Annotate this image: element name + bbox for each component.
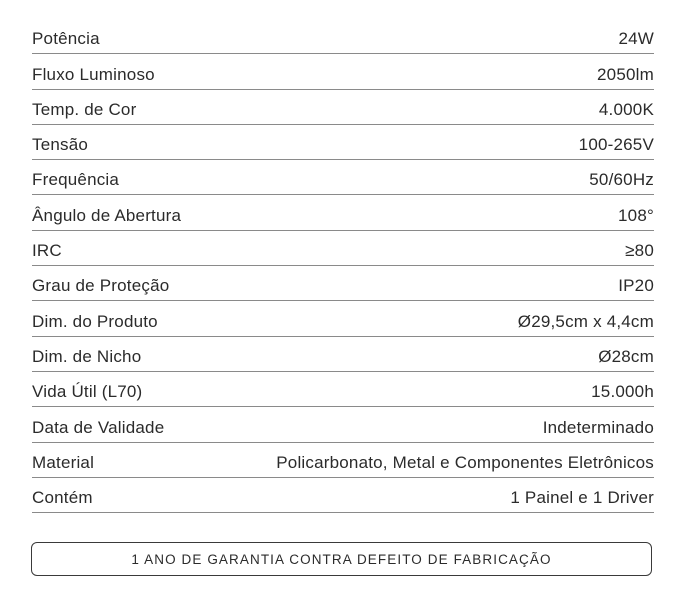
spec-label: Dim. de Nicho (32, 346, 142, 366)
spec-row-grau-de-protecao (32, 266, 654, 301)
spec-value: 24W (618, 29, 654, 49)
spec-value: Indeterminado (542, 417, 654, 437)
spec-label: Fluxo Luminoso (32, 64, 155, 84)
spec-label: Ângulo de Abertura (32, 205, 182, 225)
spec-row-potencia (32, 19, 654, 54)
spec-label: Dim. do Produto (32, 311, 158, 331)
spec-value: Policarbonato, Metal e Componentes Eletrônicos (276, 452, 654, 472)
spec-row-dim-do-produto (32, 301, 654, 336)
spec-row-data-de-validade (32, 407, 654, 442)
spec-label: IRC (32, 241, 62, 261)
spec-row-vida-util (32, 372, 654, 407)
spec-row-contem (32, 478, 654, 513)
spec-label: Temp. de Cor (32, 99, 137, 119)
warranty-badge (31, 542, 652, 576)
spec-value: 50/60Hz (589, 170, 654, 190)
spec-value: Ø29,5cm x 4,4cm (517, 311, 654, 331)
spec-value: 15.000h (591, 382, 654, 402)
spec-row-frequencia (32, 160, 654, 195)
spec-row-angulo-de-abertura (32, 195, 654, 230)
spec-value: 2050lm (597, 64, 654, 84)
spec-row-fluxo-luminoso (32, 54, 654, 89)
spec-row-material (32, 443, 654, 478)
spec-label: Potência (32, 29, 100, 49)
spec-label: Contém (32, 488, 93, 508)
spec-row-tensao (32, 125, 654, 160)
spec-table (32, 19, 654, 513)
spec-label: Material (32, 452, 95, 472)
spec-value: 4.000K (598, 99, 654, 119)
spec-value: ≥80 (625, 241, 654, 261)
warranty-text: 1 ANO DE GARANTIA CONTRA DEFEITO DE FABRICAÇÃO (131, 551, 552, 567)
spec-label: Tensão (32, 135, 89, 155)
spec-row-dim-de-nicho (32, 337, 654, 372)
spec-value: IP20 (618, 276, 654, 296)
spec-label: Data de Validade (32, 417, 165, 437)
spec-row-irc (32, 231, 654, 266)
spec-label: Vida Útil (L70) (32, 382, 143, 402)
spec-label: Grau de Proteção (32, 276, 170, 296)
spec-value: 1 Painel e 1 Driver (510, 488, 654, 508)
spec-value: Ø28cm (598, 346, 654, 366)
spec-label: Frequência (32, 170, 120, 190)
spec-value: 108° (618, 205, 654, 225)
spec-value: 100-265V (578, 135, 654, 155)
spec-row-temp-de-cor (32, 90, 654, 125)
